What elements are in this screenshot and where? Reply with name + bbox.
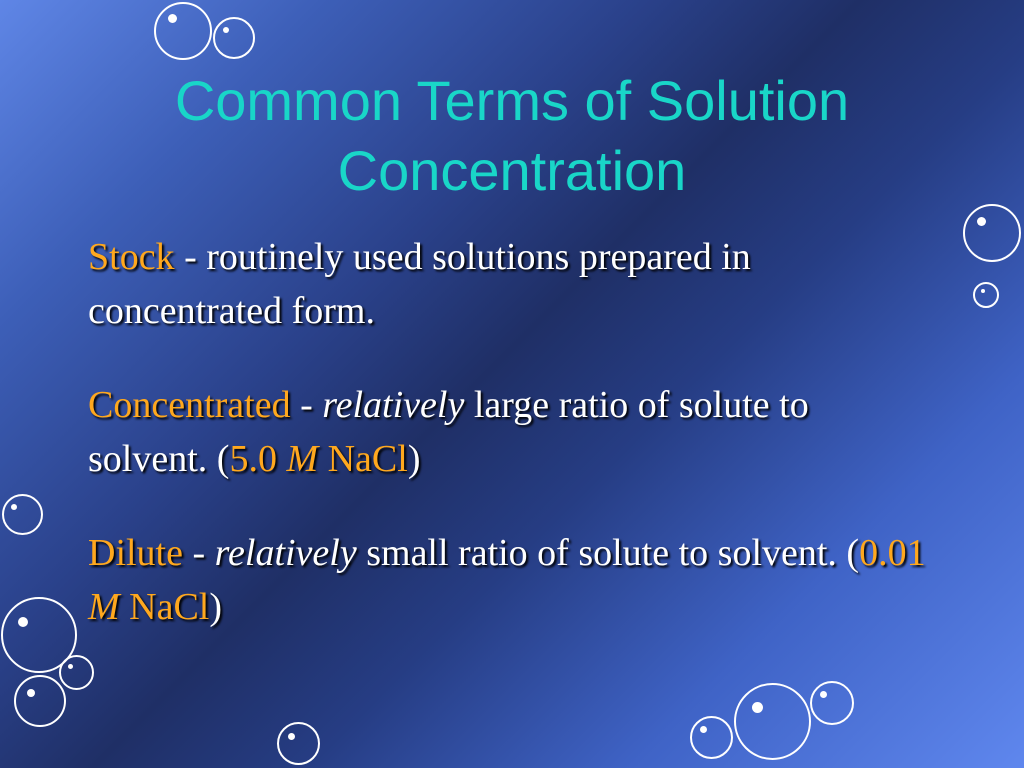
bubble-icon	[963, 204, 1021, 262]
separator: -	[290, 384, 323, 426]
example-compound: NaCl	[318, 438, 408, 480]
bubble-icon	[973, 282, 999, 308]
close-paren: )	[407, 438, 421, 480]
definition-concentrated	[88, 378, 928, 486]
slide-body	[88, 230, 928, 674]
term-dilute: Dilute	[88, 532, 183, 574]
bubble-icon	[734, 683, 811, 760]
term-stock: Stock	[88, 236, 175, 278]
bubble-icon	[690, 716, 733, 759]
bubble-icon	[810, 681, 854, 725]
bubble-icon	[2, 494, 43, 535]
definition-dilute	[88, 526, 928, 634]
close-paren: )	[209, 586, 223, 628]
bubble-icon	[213, 17, 255, 59]
title-line-1: Common Terms of Solution	[174, 69, 850, 132]
example-amount: 5.0	[229, 438, 287, 480]
page-title	[80, 66, 944, 206]
bubble-icon	[14, 675, 66, 727]
bubble-icon	[154, 2, 212, 60]
example-unit: M	[88, 586, 120, 628]
example-amount: 0.01	[859, 532, 926, 574]
bubble-icon	[277, 722, 320, 765]
qualifier: relatively	[322, 384, 465, 426]
definition-text: large ratio of solute to solvent. (	[88, 384, 809, 480]
example-unit: M	[286, 438, 319, 480]
definition-stock	[88, 230, 928, 338]
qualifier: relatively	[214, 532, 357, 574]
definition-text: routinely used solutions prepared in concentrated form.	[88, 236, 751, 332]
title-line-2: Concentration	[337, 139, 687, 202]
separator: -	[182, 532, 215, 574]
separator: -	[174, 236, 207, 278]
example-compound: NaCl	[119, 586, 210, 628]
term-concentrated: Concentrated	[88, 384, 291, 426]
definition-text: small ratio of solute to solvent. (	[356, 532, 860, 574]
